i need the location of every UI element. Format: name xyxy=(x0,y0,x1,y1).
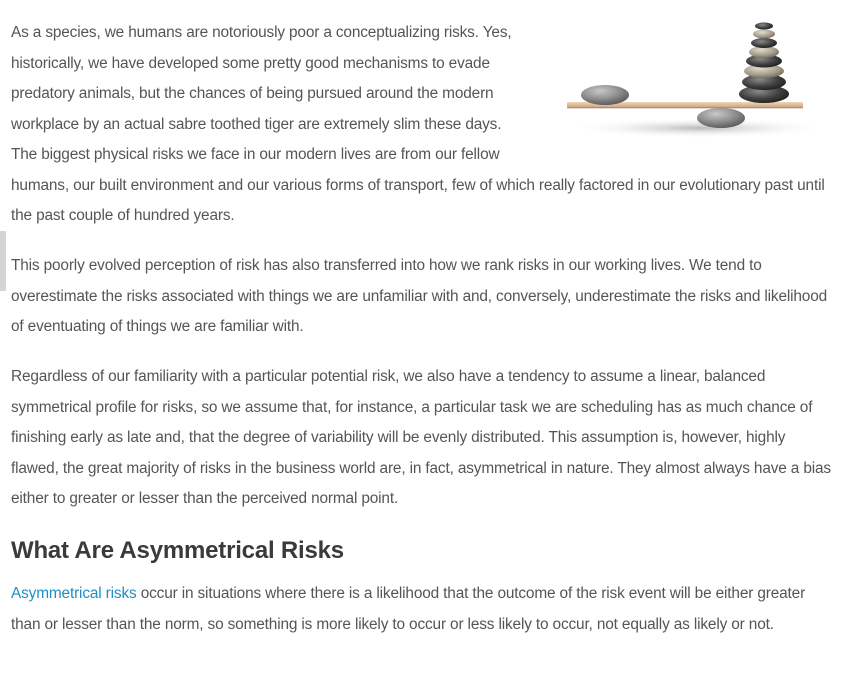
paragraph-definition xyxy=(11,579,833,640)
definition-text: occur in situations where there is a likelihood that the outcome of the risk event will be either greater than or lesser than the norm, so something is more likely to occur or less likely to occur, not equally as likely or not. xyxy=(11,585,806,633)
balanced-stones-image xyxy=(549,18,829,148)
article-body xyxy=(11,18,833,660)
paragraph-risk-perception: As a species, we humans are notoriously poor a conceptualizing risks. Yes, historically, we have developed some pretty good mechanisms to evade predatory animals, but the chances of being pursued around the modern workplace by an actual sabre toothed tiger are extremely slim these days. The biggest physical risks we face in our modern lives are from our fellow humans, our built environment and our various forms of transport, few of which really factored in our evolutionary past until the past couple of hundred years. xyxy=(11,24,825,224)
paragraph-asymmetry: Regardless of our familiarity with a particular potential risk, we also have a tendency to assume a linear, balanced symmetrical profile for risks, so we assume that, for instance, a particular task we are scheduling has as much chance of finishing early as late and, that the degree of variability will be evenly distributed. This assumption is, however, highly flawed, the great majority of risks in the business world are, in fact, asymmetrical in nature. They almost always have a bias either to greater or lesser than the perceived normal point. xyxy=(11,368,831,507)
scroll-handle[interactable] xyxy=(0,231,6,291)
asymmetrical-risks-link[interactable]: Asymmetrical risks xyxy=(11,585,137,602)
section-heading: What Are Asymmetrical Risks xyxy=(11,537,344,564)
balance-stones-icon xyxy=(549,18,829,148)
paragraph-familiarity: This poorly evolved perception of risk has also transferred into how we rank risks in our working lives. We tend to overestimate the risks associated with things we are unfamiliar with and, conversely, underestimate the risks and likelihood of eventuating of things we are familiar with. xyxy=(11,257,828,335)
